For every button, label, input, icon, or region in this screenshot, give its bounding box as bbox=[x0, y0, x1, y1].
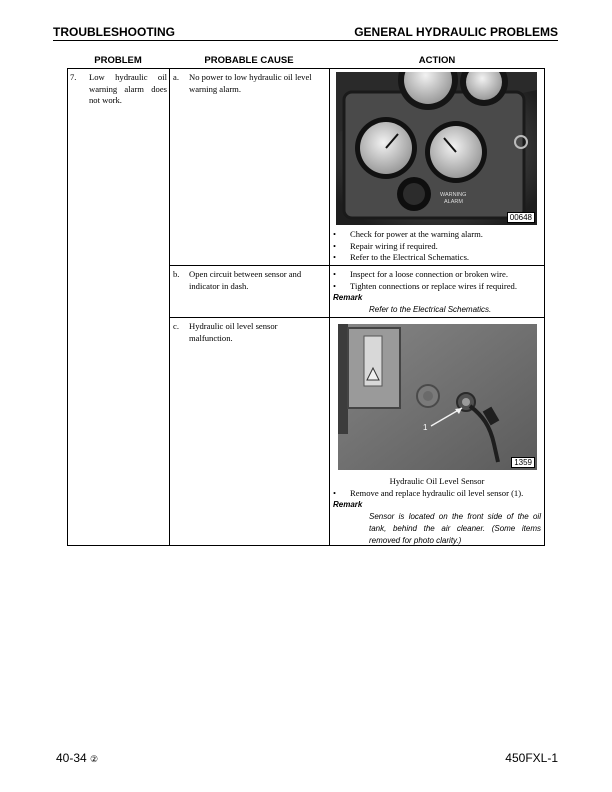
topic-title: GENERAL HYDRAULIC PROBLEMS bbox=[354, 25, 558, 39]
cause-description bbox=[189, 321, 327, 344]
cause-description bbox=[189, 269, 327, 292]
cause-line: No power to low hydraulic oil level bbox=[189, 72, 312, 82]
cause-line: Hydraulic oil level sensor bbox=[189, 321, 278, 331]
photo-id-tag: 1359 bbox=[511, 457, 535, 468]
remark-line: Sensor is located on the front side of the oil bbox=[369, 512, 541, 521]
row-divider-b-c bbox=[169, 317, 545, 318]
action-list bbox=[333, 229, 543, 264]
action-item bbox=[333, 488, 543, 500]
photo-caption: Hydraulic Oil Level Sensor bbox=[389, 476, 485, 486]
cause-letter: b. bbox=[173, 269, 180, 279]
problem-line: not work. bbox=[89, 95, 122, 105]
remark-line: removed for photo clarity.) bbox=[369, 536, 462, 545]
column-header-action: ACTION bbox=[418, 55, 456, 66]
cause-letter: c. bbox=[173, 321, 179, 331]
warning-label: WARNING bbox=[440, 192, 467, 198]
photo-id-tag: 00648 bbox=[507, 212, 535, 223]
column-header-cause: PROBABLE CAUSE bbox=[204, 55, 294, 66]
cause-line: Open circuit between sensor and bbox=[189, 269, 302, 279]
cause-line: malfunction. bbox=[189, 332, 233, 343]
bullet-icon: • bbox=[333, 252, 337, 262]
oil-level-sensor-illustration bbox=[338, 324, 537, 470]
problem-line: warning alarm does bbox=[89, 83, 167, 94]
bullet-icon: • bbox=[333, 229, 337, 239]
cause-letter: a. bbox=[173, 72, 179, 82]
action-text: Repair wiring if required. bbox=[350, 240, 438, 251]
page-number bbox=[56, 751, 98, 765]
revision-mark-icon: ② bbox=[90, 754, 99, 764]
problem-number: 7. bbox=[70, 72, 77, 82]
action-text: Remove and replace hydraulic oil level sensor (1). bbox=[350, 488, 524, 498]
remark-label: Remark bbox=[333, 293, 363, 302]
table-right-border bbox=[544, 68, 545, 546]
column-header-problem: PROBLEM bbox=[94, 55, 142, 66]
remark-text bbox=[369, 304, 539, 316]
remark-line: Refer to the Electrical Schematics. bbox=[369, 305, 492, 314]
bullet-icon: • bbox=[333, 280, 337, 291]
action-list bbox=[333, 488, 543, 500]
dashboard-gauges-illustration bbox=[336, 72, 537, 225]
remark-label: Remark bbox=[333, 500, 363, 509]
problem-line: Low hydraulic oil bbox=[89, 72, 167, 82]
header-rule bbox=[53, 40, 558, 41]
model-number: 450FXL-1 bbox=[505, 751, 558, 765]
remark-text bbox=[369, 511, 541, 547]
action-text: Tighten connections or replace wires if required. bbox=[350, 280, 517, 291]
callout-number: 1 bbox=[423, 423, 428, 432]
cause-line: warning alarm. bbox=[189, 83, 242, 94]
alarm-label: ALARM bbox=[444, 199, 463, 205]
action-text: Refer to the Electrical Schematics. bbox=[350, 252, 470, 262]
section-title: TROUBLESHOOTING bbox=[53, 25, 175, 39]
dashboard-gauges-photo bbox=[336, 72, 537, 225]
action-item bbox=[333, 269, 543, 281]
cause-line: indicator in dash. bbox=[189, 280, 249, 291]
bullet-icon: • bbox=[333, 240, 337, 251]
table-divider-problem bbox=[169, 68, 170, 546]
table-top-border bbox=[67, 68, 545, 69]
action-text: Inspect for a loose connection or broken wire. bbox=[350, 269, 508, 279]
problem-description bbox=[89, 72, 167, 107]
bullet-icon: • bbox=[333, 488, 337, 498]
oil-level-sensor-photo bbox=[338, 324, 537, 470]
bullet-icon: • bbox=[333, 269, 337, 279]
action-list bbox=[333, 269, 543, 292]
action-item bbox=[333, 229, 543, 241]
action-item bbox=[333, 252, 543, 264]
table-divider-cause bbox=[329, 68, 330, 546]
row-divider-a-b bbox=[169, 265, 545, 266]
action-text: Check for power at the warning alarm. bbox=[350, 229, 483, 239]
page-number-text: 40-34 bbox=[56, 751, 87, 765]
remark-line: tank, behind the air cleaner. (Some items bbox=[369, 524, 541, 533]
table-left-border bbox=[67, 68, 68, 546]
action-item bbox=[333, 241, 543, 253]
action-item bbox=[333, 281, 543, 293]
cause-description bbox=[189, 72, 327, 95]
